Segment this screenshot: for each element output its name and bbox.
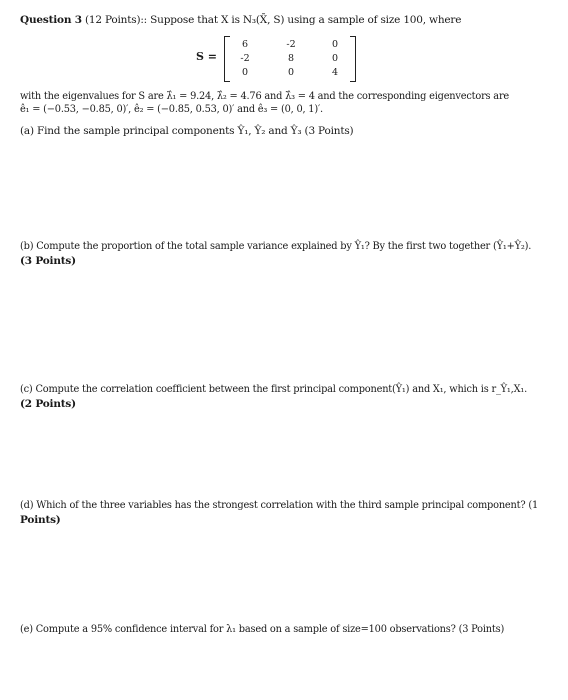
matrix-cell: 0 [287,67,295,78]
question-text: Suppose that X is N₃(X̄, S) using a sample of size 100, where [150,14,462,26]
part-d-line-1: (d) Which of the three variables has the strongest correlation with the third sample principal component? (1 [20,500,538,511]
matrix-cell: 4 [331,67,339,78]
part-c-line-1: (c) Compute the correlation coefficient between the first principal component(Ŷ₁) and X₁, which is r_Ŷ₁,X₁. [20,384,527,395]
matrix-cell: 8 [287,53,295,64]
matrix-cell: -2 [286,39,296,50]
matrix-cell: 0 [331,53,339,64]
question-points: (12 Points):: [84,14,148,26]
part-c-points: (2 Points) [20,398,76,410]
part-a-text: (a) Find the sample principal components Ŷ₁, Ŷ₂ and Ŷ₃ (3 Points) [20,125,354,137]
matrix-left-bracket [224,36,230,82]
matrix-cell: 6 [241,39,249,50]
question-number: Question 3 [20,14,82,26]
part-a [20,125,353,137]
part-d-points: Points) [20,514,61,526]
eigenvalues-line: with the eigenvalues for S are λ̂₁ = 9.24, λ̂₂ = 4.76 and λ̂₃ = 4 and the corresponding eigenvectors are [20,91,510,102]
question-header [20,14,461,26]
covariance-matrix [196,36,356,82]
matrix-label: S = [196,50,217,63]
matrix-cell: 0 [241,67,249,78]
part-e: (e) Compute a 95% confidence interval for λ₁ based on a sample of size=100 observations? (3 Points) [20,624,505,635]
answer-space-a [0,140,568,240]
matrix-right-bracket [350,36,356,82]
answer-space-d [0,530,568,620]
matrix-cell: 0 [331,39,339,50]
matrix-cell: -2 [240,53,250,64]
part-b-line-1: (b) Compute the proportion of the total sample variance explained by Ŷ₁? By the first two together (Ŷ₁+Ŷ₂). [20,241,532,252]
answer-space-b [0,270,568,380]
answer-space-c [0,413,568,498]
part-b-points: (3 Points) [20,255,76,267]
eigenvectors-line: ê₁ = (−0.53, −0.85, 0)′, ê₂ = (−0.85, 0.53, 0)′ and ê₃ = (0, 0, 1)′. [20,104,323,115]
